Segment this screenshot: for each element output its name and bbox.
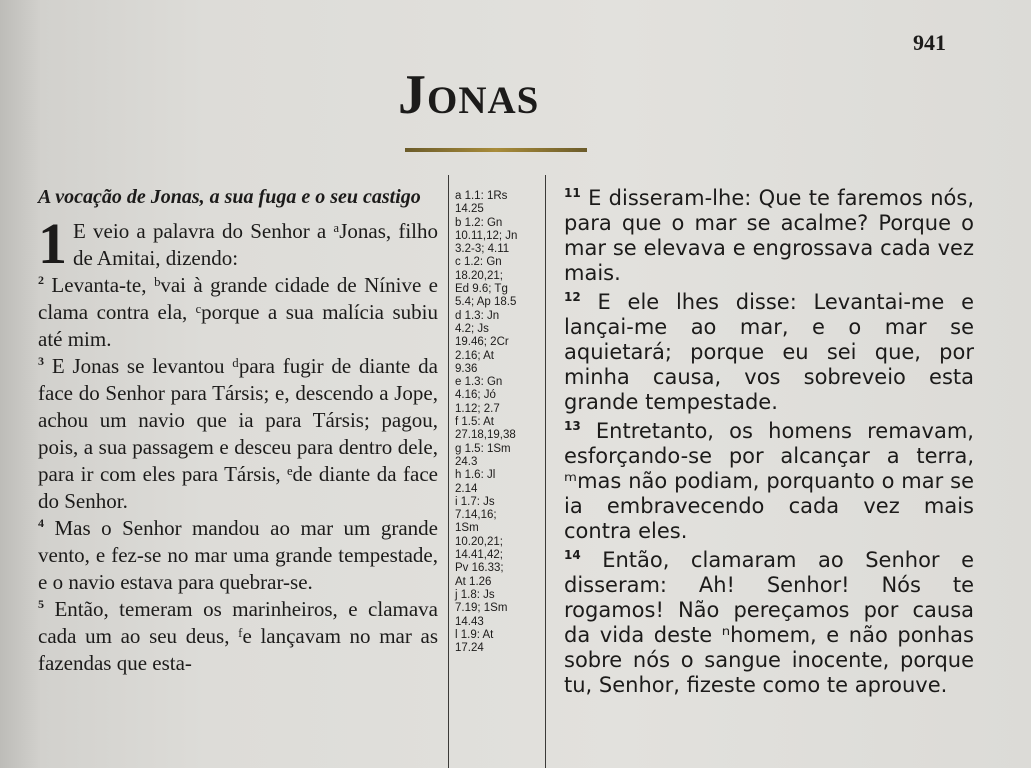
verse (38, 272, 438, 353)
cross-reference: f 1.5: At (455, 416, 494, 429)
cross-reference: 24.3 (455, 455, 478, 468)
verse-text: E ele lhes disse: Levantai-me e lançai-me ao mar, e o mar se aquietará; porque eu sei que, por minha causa, vos sobreveio esta grande tempestade. (564, 290, 974, 414)
cross-reference-column (455, 190, 545, 655)
verse-text: E Jonas se levantou ᵈpara fugir de diante da face do Senhor para Társis; e, descendo a Jope, achou um navio que ia para Társis; pagou, pois, a sua passagem e desceu para dentro dele, para ir com eles para Társis, ᵉde diante da face do Senhor. (38, 354, 438, 513)
left-text-column (38, 185, 438, 677)
cross-reference: 10.20,21; (455, 535, 503, 548)
verse-text: Entretanto, os homens remavam, esforçando-se por alcançar a terra, ᵐmas não podiam, porquanto o mar se ia embravecendo cada vez mais contra eles. (564, 419, 974, 543)
cross-reference: d 1.3: Jn (455, 309, 500, 322)
cross-reference: 4.16; Jó (455, 389, 496, 402)
cross-reference: At 1.26 (455, 575, 492, 588)
bleed-through-text (350, 36, 355, 61)
cross-reference: j 1.8: Js (455, 588, 495, 601)
cross-reference: h 1.6: Jl (455, 469, 496, 482)
verse (564, 548, 974, 698)
section-heading: A vocação de Jonas, a sua fuga e o seu castigo (38, 186, 421, 208)
cross-reference: a 1.1: 1Rs (455, 190, 508, 202)
verse-number: 4 (38, 516, 44, 530)
chapter-number: 1 (38, 211, 67, 276)
verse-number: 13 (564, 419, 581, 433)
verse-number: 14 (564, 548, 581, 562)
verse-number: 2 (38, 273, 44, 287)
cross-reference: 17.24 (455, 642, 484, 655)
right-text-column (564, 186, 974, 702)
title-underline (405, 148, 587, 152)
cross-reference: g 1.5: 1Sm (455, 442, 511, 455)
cross-reference: c 1.2: Gn (455, 256, 502, 269)
cross-reference: 1Sm (455, 522, 479, 535)
cross-reference: e 1.3: Gn (455, 376, 503, 389)
verse (38, 515, 438, 596)
cross-reference: b 1.2: Gn (455, 216, 503, 229)
verse (564, 419, 974, 544)
cross-reference: 2.16; At (455, 349, 495, 362)
column-divider-left (448, 175, 449, 768)
cross-reference: 5.4; Ap 18.5 (455, 296, 517, 309)
cross-reference: 7.19; 1Sm (455, 602, 508, 615)
cross-reference: 14.43 (455, 615, 484, 628)
cross-reference: i 1.7: Js (455, 495, 495, 508)
verse-text: Então, clamaram ao Senhor e disseram: Ah! Senhor! Nós te rogamos! Não pereçamos por causa da vida deste ⁿhomem, e não ponhas sobre nós o sangue inocente, porque tu, Senhor, fizeste como te aprouve. (564, 548, 974, 697)
verse-number: 12 (564, 290, 581, 304)
verse-text: E veio a palavra do Senhor a ᵃJonas, filho de Amitai, dizendo: (73, 219, 438, 270)
cross-reference: 7.14,16; (455, 509, 497, 522)
cross-reference: 4.2; Js (455, 322, 489, 335)
cross-reference: 18.20,21; (455, 269, 503, 282)
cross-reference: 19.46; 2Cr (455, 336, 509, 349)
verse-text: Então, temeram os marinheiros, e clamava cada um ao seu deus, ᶠe lançavam no mar as fazendas que esta- (38, 597, 438, 675)
cross-reference: 2.14 (455, 482, 478, 495)
cross-reference: Ed 9.6; Tg (455, 283, 508, 296)
verse (564, 186, 974, 286)
verse-number: 3 (38, 354, 44, 368)
verse (38, 211, 438, 276)
verse-number: 11 (564, 186, 581, 200)
cross-reference: 10.11,12; Jn (455, 229, 518, 242)
book-title: Jonas (398, 64, 540, 126)
cross-reference: Pv 16.33; (455, 562, 504, 575)
cross-reference: 27.18,19,38 (455, 429, 516, 442)
page-number: 941 (913, 30, 946, 55)
column-divider-right (545, 175, 546, 768)
verse-text: Levanta-te, ᵇvai à grande cidade de Nínive e clama contra ela, ᶜporque a sua malícia subiu até mim. (38, 273, 439, 351)
verse-text: E disseram-lhe: Que te faremos nós, para que o mar se acalme? Porque o mar se elevava e engrossava cada vez mais. (564, 186, 974, 285)
cross-reference: 9.36 (455, 362, 478, 375)
cross-reference: 3.2-3; 4.11 (455, 243, 510, 256)
cross-reference: l 1.9: At (455, 628, 494, 641)
verse (38, 353, 438, 515)
verse (38, 596, 438, 677)
cross-reference: 14.41,42; (455, 549, 503, 562)
cross-reference: 14.25 (455, 203, 484, 216)
verse (564, 290, 974, 415)
verse-text: Mas o Senhor mandou ao mar um grande vento, e fez-se no mar uma grande tempestade, e o navio estava para quebrar-se. (38, 516, 438, 594)
cross-reference: 1.12; 2.7 (455, 402, 500, 415)
verse-number: 5 (38, 597, 44, 611)
